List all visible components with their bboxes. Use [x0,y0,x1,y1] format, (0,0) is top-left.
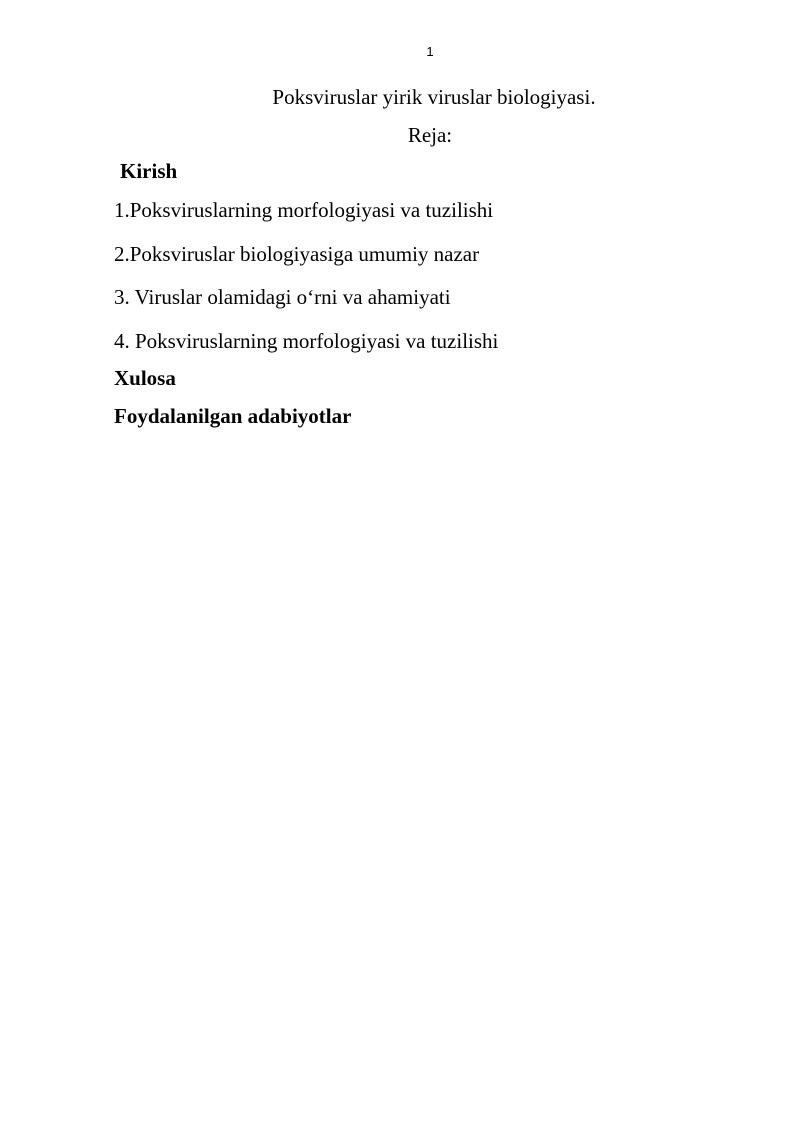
page-number: 1 [426,44,434,59]
outline-conclusion: Xulosa [114,366,176,390]
plan-heading: Reja: [407,123,453,147]
outline-item-2: 2.Poksviruslar biologiyasiga umumiy nazar [114,242,480,266]
outline-references: Foydalanilgan adabiyotlar [114,404,352,428]
document-title: Poksviruslar yirik viruslar biologiyasi. [272,85,596,109]
outline-item-3: 3. Viruslar olamidagi o‘rni va ahamiyati [114,285,451,309]
outline-item-4: 4. Poksviruslarning morfologiyasi va tuzilishi [114,329,499,353]
outline-item-1: 1.Poksviruslarning morfologiyasi va tuzilishi [114,198,494,222]
outline-intro: Kirish [120,159,178,183]
